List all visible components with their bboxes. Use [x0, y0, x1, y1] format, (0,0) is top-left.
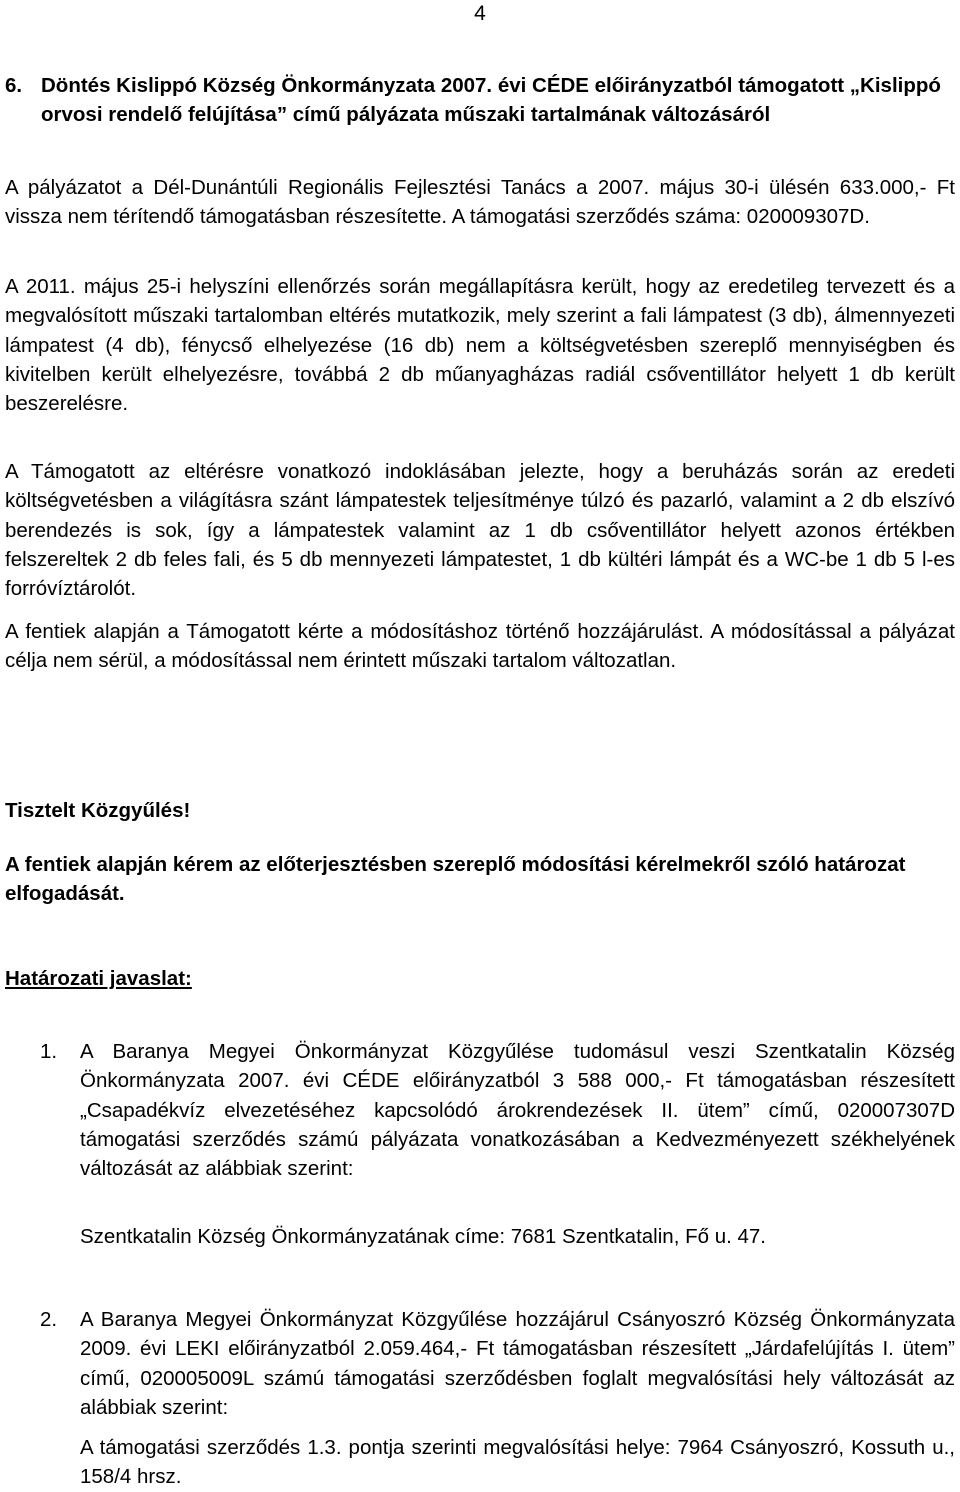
- section-title: Döntés Kislippó Község Önkormányzata 2007. évi CÉDE előirányzatból támogatott „Kislippó orvosi rendelő felújítása” című pályázata műszaki tartalmának változásáról: [41, 74, 941, 126]
- item-detail: A támogatási szerződés 1.3. pontja szerinti megvalósítási helye: 7964 Csányoszró, Kossuth u., 158/4 hrsz.: [80, 1436, 955, 1489]
- request-text: A fentiek alapján kérem az előterjesztésben szereplő módosítási kérelmekről szóló határozat elfogadását.: [5, 853, 906, 905]
- salutation: Tisztelt Közgyűlés!: [5, 799, 191, 822]
- item-text: A Baranya Megyei Önkormányzat Közgyűlése tudomásul veszi Szentkatalin Község Önkormányzata 2007. évi CÉDE előirányzatból 3 588 000,- Ft támogatásban részesített „Csapadékvíz elvezetéséhez kapcsolódó árokrendezések II. ütem” című, 020007307D támogatási szerződés számú pályázata vonatkozásában a Kedvezményezett székhelyének változását az alábbiak szerint:: [80, 1040, 955, 1181]
- page-number: 4: [474, 2, 486, 25]
- item-number: 2.: [40, 1308, 58, 1331]
- paragraph-request-consent: A fentiek alapján a Támogatott kérte a módosításhoz történő hozzájárulást. A módosítással a pályázat célja nem sérül, a módosítással nem érintett műszaki tartalom változatlan.: [5, 620, 955, 673]
- item-text: A Baranya Megyei Önkormányzat Közgyűlése hozzájárul Csányoszró Község Önkormányzata 2009. évi LEKI előirányzatból 2.059.464,- Ft támogatásban részesített „Járdafelújítás I. ütem” című, 020005009L számú támogatási szerződésben foglalt megvalósítási hely változását az alábbiak szerint:: [80, 1308, 955, 1419]
- paragraph-grant: A pályázatot a Dél-Dunántúli Regionális Fejlesztési Tanács a 2007. május 30-i ülésén 633.000,- Ft vissza nem térítendő támogatásban részesítette. A támogatási szerződés száma: 020009307D.: [5, 176, 955, 229]
- section-heading: [5, 71, 955, 129]
- proposal-item: [40, 1305, 955, 1422]
- paragraph-justification: A Támogatott az eltérésre vonatkozó indoklásában jelezte, hogy a beruházás során az eredeti költségvetésben a világításra szánt lámpatestek teljesítménye túlzó és pazarló, valamint a 2 db elszívó berendezés is sok, így a lámpatestek valamint az 1 db csőventillátor helyett azonos értékben felszereltek 2 db feles fali, és 5 db mennyezeti lámpatestet, 1 db kültéri lámpát és a WC-be 1 db 5 l-es forróvíztárolót.: [5, 460, 955, 601]
- section-number: 6.: [5, 74, 23, 97]
- paragraph-inspection: A 2011. május 25-i helyszíni ellenőrzés során megállapításra került, hogy az eredetileg tervezett és a megvalósított műszaki tartalomban eltérés mutatkozik, mely szerint a fali lámpatest (3 db), álmennyezeti lámpatest (4 db), fénycső elhelyezése (16 db) nem a költségvetésben szereplő mennyiségben és kivitelben került elhelyezésre, továbbá 2 db műanyagházas radiál csőventillátor helyett 1 db került beszerelésre.: [5, 275, 955, 416]
- item-detail: Szentkatalin Község Önkormányzatának címe: 7681 Szentkatalin, Fő u. 47.: [80, 1225, 766, 1248]
- proposal-item: [40, 1037, 955, 1183]
- proposal-heading: Határozati javaslat:: [5, 967, 192, 990]
- item-number: 1.: [40, 1040, 58, 1063]
